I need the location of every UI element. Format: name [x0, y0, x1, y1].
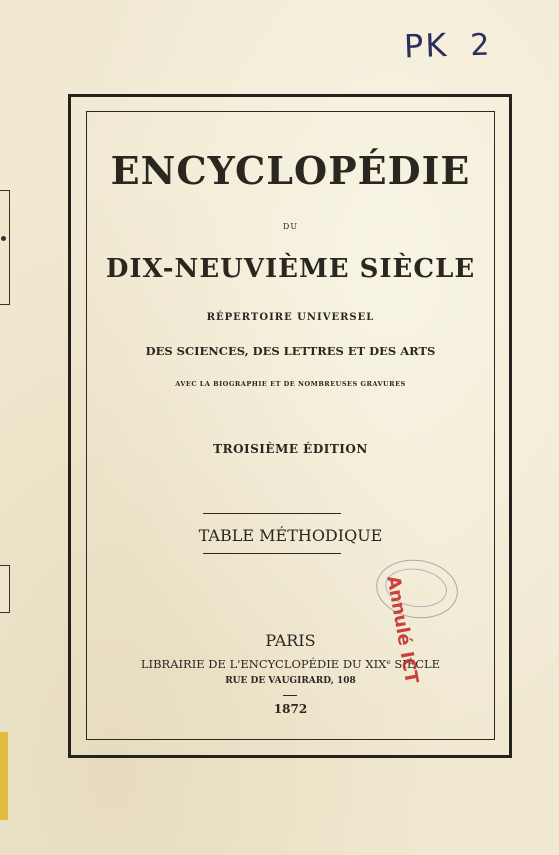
biography-line: AVEC LA BIOGRAPHIE ET DE NOMBREUSES GRAVURES	[175, 380, 406, 388]
imprint-address: RUE DE VAUGIRARD, 108	[225, 676, 356, 686]
section-rule-top	[203, 513, 341, 514]
book-title: ENCYCLOPÉDIE	[110, 148, 471, 193]
adjacent-page-mark	[1, 236, 6, 241]
imprint-city: PARIS	[265, 631, 316, 650]
title-connector: DU	[282, 222, 299, 231]
adjacent-page-edge	[0, 190, 10, 305]
handwritten-number: 2	[469, 27, 493, 64]
imprint-divider	[283, 695, 297, 696]
handwritten-shelfmark	[403, 24, 492, 65]
binding-tape	[0, 732, 8, 820]
handwritten-letters: PK	[403, 25, 449, 66]
book-subtitle: DIX-NEUVIÈME SIÈCLE	[105, 254, 476, 284]
repertoire-line: RÉPERTOIRE UNIVERSEL	[206, 312, 375, 323]
imprint-year: 1872	[273, 702, 308, 716]
edition-label: TROISIÈME ÉDITION	[213, 442, 368, 456]
section-rule-bottom	[203, 553, 341, 554]
sciences-line: DES SCIENCES, DES LETTRES ET DES ARTS	[145, 344, 436, 358]
section-title: TABLE MÉTHODIQUE	[198, 526, 383, 545]
adjacent-page-edge-lower	[0, 565, 10, 613]
imprint-publisher: LIBRAIRIE DE L'ENCYCLOPÉDIE DU XIXᵉ SIÈCLE	[140, 657, 441, 671]
